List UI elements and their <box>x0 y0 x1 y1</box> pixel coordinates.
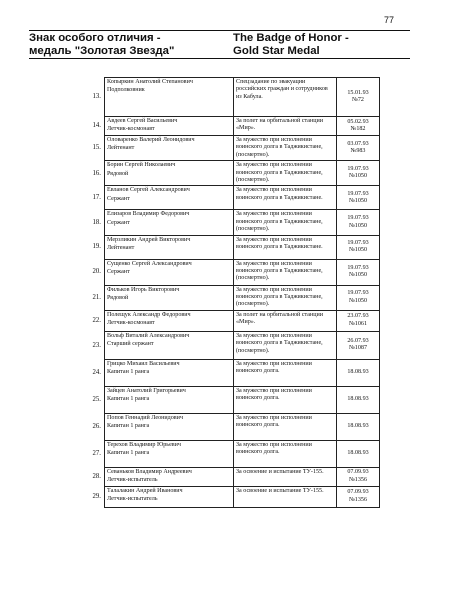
decree-cell <box>337 386 380 413</box>
award-reason: За мужество при исполнении воинского долга в Таджикистане, (посмертно). <box>234 210 337 235</box>
recipient-cell <box>105 359 234 386</box>
decree-cell <box>337 467 380 486</box>
recipient-cell <box>105 467 234 486</box>
row-number: 27. <box>79 440 105 467</box>
recipient-cell <box>105 78 234 117</box>
decree-cell <box>337 285 380 310</box>
decree-date: 07.09.93 <box>347 469 369 476</box>
recipient-name: Копыркин Анатолий Степанович <box>107 79 193 85</box>
row-number: 23. <box>79 331 105 359</box>
decree-cell <box>337 161 380 186</box>
row-number: 15. <box>79 136 105 161</box>
recipient-cell <box>105 259 234 285</box>
recipient-rank: Капитан 1 ранга <box>107 450 150 457</box>
recipient-rank: Капитан 1 ранга <box>107 423 150 430</box>
recipient-cell <box>105 210 234 235</box>
recipient-cell <box>105 117 234 136</box>
decree-cell <box>337 259 380 285</box>
row-number: 19. <box>79 235 105 259</box>
recipient-rank: Рядовой <box>107 295 129 302</box>
decree-number: №182 <box>350 126 366 132</box>
decree-cell <box>337 440 380 467</box>
recipient-cell <box>105 161 234 186</box>
decree-number: №1050 <box>348 173 367 180</box>
award-reason: За мужество при исполнении воинского долга в Таджикистане, (посмертно). <box>234 285 337 310</box>
recipient-rank: Лейтенант <box>107 245 135 252</box>
table-row <box>79 467 380 486</box>
decree-date: 18.08.93 <box>347 369 369 376</box>
award-reason: За мужество при исполнении воинского долга. <box>234 386 337 413</box>
decree-date: 19.07.93 <box>347 264 369 271</box>
table-row <box>79 386 380 413</box>
recipient-cell <box>105 331 234 359</box>
awards-table <box>79 77 380 508</box>
heading-russian-line1: Знак особого отличия - <box>29 32 161 44</box>
recipient-cell <box>105 413 234 440</box>
row-number: 26. <box>79 413 105 440</box>
recipient-rank: Капитан 1 ранга <box>107 369 150 376</box>
row-number: 24. <box>79 359 105 386</box>
table-row <box>79 235 380 259</box>
recipient-cell <box>105 310 234 331</box>
table-row <box>79 310 380 331</box>
recipient-name: Авдеев Сергей Васильевич <box>107 118 178 124</box>
table-row <box>79 413 380 440</box>
decree-number: №983 <box>350 148 366 155</box>
row-number: 18. <box>79 210 105 235</box>
recipient-name: Елизаров Владимир Федорович <box>107 211 190 218</box>
recipient-name: Борин Сергей Николаевич <box>107 162 176 169</box>
award-reason: За мужество при исполнении воинского долга в Таджикистане. <box>234 235 337 259</box>
award-reason: За мужество при исполнении воинского долга в Таджикистане, (посмертно). <box>234 259 337 285</box>
recipient-cell <box>105 440 234 467</box>
decree-number: №1087 <box>348 345 367 352</box>
decree-number: №1050 <box>348 272 367 279</box>
award-reason: За мужество при исполнении воинского долга в Таджикистане, (посмертно). <box>234 136 337 161</box>
recipient-cell <box>105 235 234 259</box>
decree-cell <box>337 78 380 117</box>
decree-cell <box>337 210 380 235</box>
decree-cell <box>337 117 380 136</box>
table-row <box>79 331 380 359</box>
heading-english <box>233 32 423 57</box>
decree-number: №1356 <box>348 496 367 503</box>
row-number: 14. <box>79 117 105 136</box>
decree-date: 23.07.93 <box>347 313 369 320</box>
heading-russian-line2: медаль "Золотая Звезда" <box>29 44 175 57</box>
recipient-name: Мерзликин Андрей Викторович <box>107 236 191 243</box>
heading-english-line2: Gold Star Medal <box>233 44 320 57</box>
decree-date: 18.08.93 <box>347 450 369 457</box>
decree-date: 07.09.93 <box>347 489 369 496</box>
decree-date: 05.02.93 <box>347 118 369 125</box>
award-reason: Спецзадание по эвакуации российских граждан и сотрудников из Кабула. <box>234 78 337 117</box>
recipient-cell <box>105 386 234 413</box>
award-reason: За мужество при исполнении воинского долга. <box>234 413 337 440</box>
award-reason: За мужество при исполнении воинского долга в Таджикистане, (посмертно). <box>234 161 337 186</box>
recipient-name: Евланов Сергей Александрович <box>107 187 190 194</box>
recipient-rank: Подполковник <box>107 87 145 94</box>
recipient-rank: Рядовой <box>107 170 129 177</box>
header-bottom-rule <box>29 58 410 59</box>
decree-cell <box>337 186 380 210</box>
decree-date: 19.07.93 <box>347 165 369 172</box>
recipient-name: Фильков Игорь Викторович <box>107 286 180 293</box>
row-number: 13. <box>79 78 105 117</box>
decree-date: 19.07.93 <box>347 290 369 297</box>
page-number: 77 <box>383 15 394 25</box>
recipient-name: Сущенко Сергей Александрович <box>107 260 192 267</box>
recipient-name: Севаньков Владимир Андреевич <box>107 468 192 475</box>
recipient-rank: Летчик-космонавт <box>107 320 155 327</box>
table-row <box>79 486 380 507</box>
recipient-name: Талалакин Андрей Иванович <box>107 487 183 494</box>
decree-date: 19.07.93 <box>347 239 369 246</box>
row-number: 16. <box>79 161 105 186</box>
recipient-rank: Сержант <box>107 269 130 276</box>
decree-date: 19.07.93 <box>347 215 369 222</box>
decree-number: №1050 <box>348 297 367 304</box>
recipient-cell <box>105 285 234 310</box>
award-reason: За мужество при исполнении воинского долга в Таджикистане. <box>234 186 337 210</box>
recipient-rank: Сержант <box>107 219 130 226</box>
table-row <box>79 136 380 161</box>
award-reason: За мужество при исполнении воинского долга. <box>234 440 337 467</box>
award-reason: За мужество при исполнении воинского долга в Таджикистане, (посмертно). <box>234 331 337 359</box>
row-number: 28. <box>79 467 105 486</box>
table-row <box>79 259 380 285</box>
award-reason: За полет на орбитальной станции «Мир». <box>234 117 337 136</box>
row-number: 17. <box>79 186 105 210</box>
decree-number: №1050 <box>348 222 367 229</box>
recipient-name: Зайцев Анатолий Григорьевич <box>107 387 186 394</box>
recipient-rank: Летчик-испытатель <box>107 477 158 484</box>
decree-number: №1061 <box>348 320 367 327</box>
decree-cell <box>337 235 380 259</box>
decree-cell <box>337 331 380 359</box>
table-row <box>79 440 380 467</box>
award-reason: За полет на орбитальной станции «Мир». <box>234 310 337 331</box>
decree-cell <box>337 359 380 386</box>
recipient-name: Оловаренко Валерий Леонидович <box>107 137 195 143</box>
recipient-name: Попов Геннадий Леонидович <box>107 414 184 421</box>
decree-date: 19.07.93 <box>347 190 369 197</box>
recipient-name: Грицко Михаил Васильевич <box>107 360 180 367</box>
recipient-name: Вольф Виталий Александрович <box>107 332 190 339</box>
decree-number: №1050 <box>348 197 367 204</box>
recipient-rank: Старший сержант <box>107 341 154 348</box>
award-reason: За освоение и испытание ТУ-155. <box>234 467 337 486</box>
heading-russian <box>29 32 219 57</box>
row-number: 20. <box>79 259 105 285</box>
decree-cell <box>337 413 380 440</box>
recipient-rank: Сержант <box>107 195 130 202</box>
table-row <box>79 285 380 310</box>
recipient-rank: Летчик-испытатель <box>107 496 158 503</box>
recipient-name: Полещук Александр Федорович <box>107 311 191 318</box>
row-number: 29. <box>79 486 105 507</box>
table-row <box>79 161 380 186</box>
decree-number: №1356 <box>348 476 367 483</box>
recipient-cell <box>105 136 234 161</box>
decree-date: 03.07.93 <box>347 140 369 147</box>
table-row <box>79 359 380 386</box>
recipient-cell <box>105 186 234 210</box>
decree-date: 15.01.93 <box>347 89 369 96</box>
decree-cell <box>337 136 380 161</box>
decree-number: №1050 <box>348 247 367 254</box>
award-reason: За мужество при исполнении воинского долга. <box>234 359 337 386</box>
recipient-rank: Капитан 1 ранга <box>107 396 150 403</box>
row-number: 21. <box>79 285 105 310</box>
heading-english-line1: The Badge of Honor - <box>233 32 349 44</box>
row-number: 22. <box>79 310 105 331</box>
decree-date: 18.08.93 <box>347 423 369 430</box>
recipient-cell <box>105 486 234 507</box>
decree-cell <box>337 486 380 507</box>
table-row <box>79 78 380 117</box>
table-row <box>79 186 380 210</box>
row-number: 25. <box>79 386 105 413</box>
recipient-name: Терехов Владимир Юрьевич <box>107 441 181 448</box>
decree-number: №72 <box>352 97 364 103</box>
header-top-rule <box>29 30 410 31</box>
table-row <box>79 210 380 235</box>
recipient-rank: Летчик-космонавт <box>107 126 155 133</box>
decree-cell <box>337 310 380 331</box>
award-reason: За освоение и испытание ТУ-155. <box>234 486 337 507</box>
decree-date: 26.07.93 <box>347 337 369 344</box>
table-row <box>79 117 380 136</box>
recipient-rank: Лейтенант <box>107 145 135 152</box>
decree-date: 18.08.93 <box>347 396 369 403</box>
